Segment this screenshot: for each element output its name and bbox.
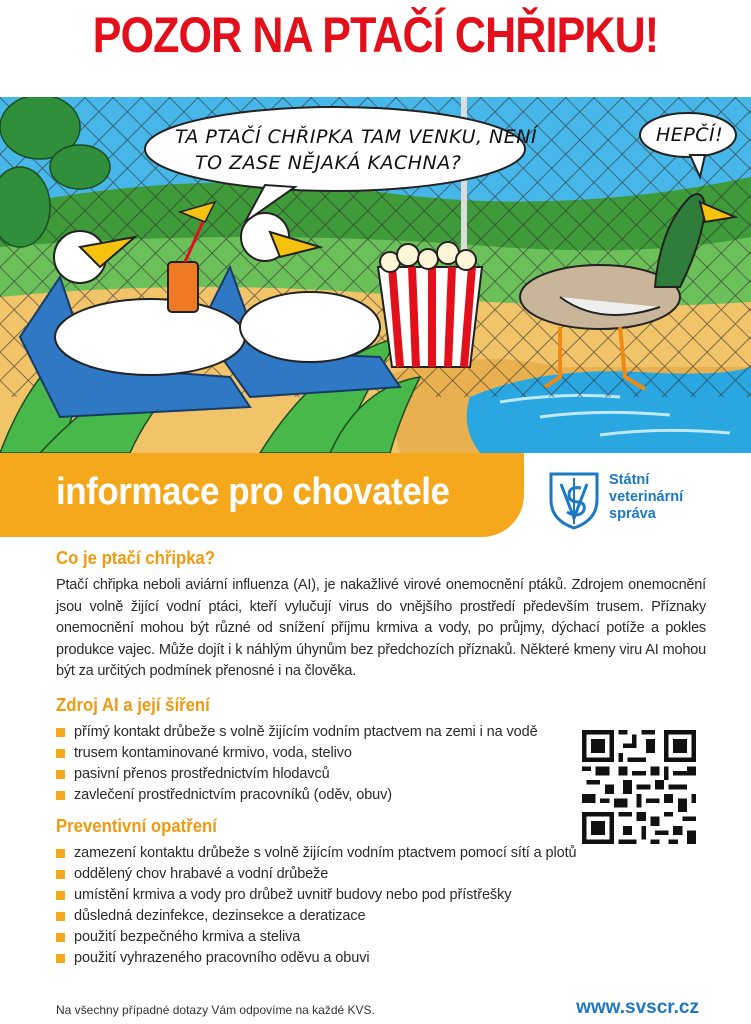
cartoon-illustration [0, 97, 751, 453]
speech-bubble-duck: HEPČÍ! [656, 124, 724, 146]
bullet-square-icon [56, 770, 65, 779]
bullet-square-icon [56, 954, 65, 963]
list-item: oddělený chov hrabavé a vodní drůbeže [56, 864, 706, 885]
footer-note: Na všechny případné dotazy Vám odpovíme na každé KVS. [56, 1003, 375, 1017]
poster-title: POZOR NA PTAČÍ CHŘIPKU! [92, 7, 659, 63]
list-item: zavlečení prostřednictvím pracovníků (oděv, obuv) [56, 785, 706, 806]
heading-what-is: Co je ptačí chřipka? [56, 548, 216, 568]
list-item: použití bezpečného krmiva a steliva [56, 927, 706, 948]
list-item: zamezení kontaktu drůbeže s volně žijícím vodním ptactvem pomocí sítí a plotů [56, 843, 706, 864]
paragraph-what-is: Ptačí chřipka neboli aviární influenza (AI), je nakažlivé virové onemocnění ptáků. Zdrojem onemocnění jsou volně žijící vodní ptáci, kteří vylučují virus do vnějšího prostředí především trusem. Příznaky onemocnění mohou být různé od snížení příjmu krmiva a vody, po průjmy, dýchací potíže a pokles produkce vajec. Může dojít i k náhlým úhynům bez předchozích příznaků. Některé kmeny viru AI mohou být za určitých podmínek přenosné i na člověka. [56, 577, 706, 679]
logo-text-line2: veterinární [609, 489, 684, 505]
list-item: přímý kontakt drůbeže s volně žijícím vodním ptactvem na zemi i na vodě [56, 722, 706, 743]
bullet-square-icon [56, 870, 65, 879]
bullet-square-icon [56, 933, 65, 942]
info-banner [0, 453, 524, 537]
bullet-square-icon [56, 749, 65, 758]
bullet-square-icon [56, 912, 65, 921]
speech-bubble-line-2: TO ZASE NĚJAKÁ KACHNA? [195, 152, 462, 174]
bullet-square-icon [56, 849, 65, 858]
list-item: použití vyhrazeného pracovního oděvu a obuvi [56, 948, 706, 969]
website-link[interactable]: www.svscr.cz [576, 997, 699, 1018]
list-item: důsledná dezinfekce, dezinsekce a deratizace [56, 906, 706, 927]
bullet-square-icon [56, 891, 65, 900]
heading-source: Zdroj AI a její šíření [56, 694, 210, 715]
list-item: pasivní přenos prostřednictvím hlodavců [56, 764, 706, 785]
logo-text-line3: správa [609, 506, 656, 522]
list-item: trusem kontaminované krmivo, voda, stelivo [56, 743, 706, 764]
svs-logo [547, 470, 737, 530]
list-item: umístění krmiva a vody pro drůbež uvnitř budovy nebo pod přístřešky [56, 885, 706, 906]
bullet-square-icon [56, 791, 65, 800]
qr-code-icon[interactable] [582, 728, 696, 846]
heading-prevention: Preventivní opatření [56, 815, 217, 836]
logo-text-line1: Státní [609, 472, 650, 488]
shield-logo-icon [547, 470, 601, 530]
banner-text: informace pro chovatele [56, 471, 450, 513]
speech-bubble-line-1: TA PTAČÍ CHŘIPKA TAM VENKU, NENÍ [175, 126, 538, 148]
bullet-square-icon [56, 728, 65, 737]
list-prevention [56, 843, 706, 969]
